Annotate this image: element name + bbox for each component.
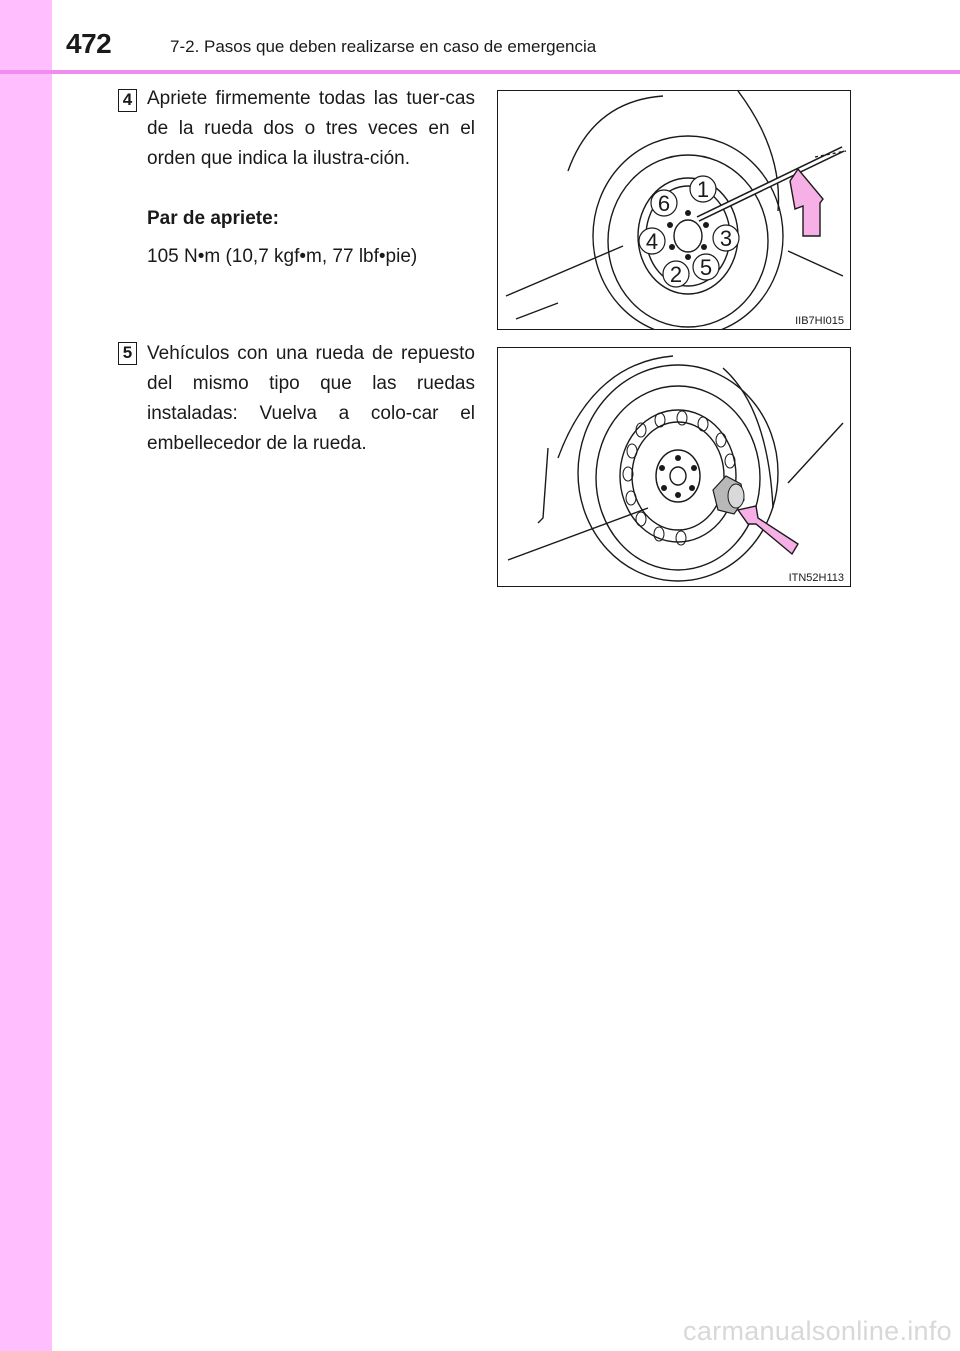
side-color-band [0,0,52,1351]
torque-label: Par de apriete: [147,208,279,229]
nut-order-label: 6 [657,191,671,216]
figure-wheel-cover [497,347,851,587]
page-header [52,0,960,72]
header-rule [0,70,960,74]
nut-order-label: 1 [696,177,710,202]
torque-value: 105 N•m (10,7 kgf•m, 77 lbf•pie) [147,246,418,267]
figure-lug-nut-order [497,90,851,330]
pointer-arrow-icon [738,506,798,554]
nut-order-label: 2 [669,262,683,287]
figure-code: IIB7HI015 [795,315,844,327]
step-number-badge: 4 [118,89,137,112]
nut-order-label: 5 [699,255,713,280]
wheel-wrench-illustration [498,91,850,329]
rotation-arrow-icon [790,169,823,236]
wheel-ornament-illustration [498,348,850,586]
watermark: carmanualsonline.info [683,1316,952,1346]
step-instruction: Vehículos con una rueda de repuesto del mismo tipo que las ruedas instaladas: Vuelva a colo-car el embellecedor de la rueda. [147,343,475,454]
nut-order-label: 3 [719,226,733,251]
step-number-badge: 5 [118,342,137,365]
section-title: 7-2. Pasos que deben realizarse en caso de emergencia [170,37,597,56]
figure-code: ITN52H113 [788,572,844,584]
step-instruction: Apriete firmemente todas las tuer-cas de la rueda dos o tres veces en el orden que indica la ilustra-ción. [147,88,475,169]
nut-order-label: 4 [645,229,659,254]
page-number: 472 [66,28,112,59]
